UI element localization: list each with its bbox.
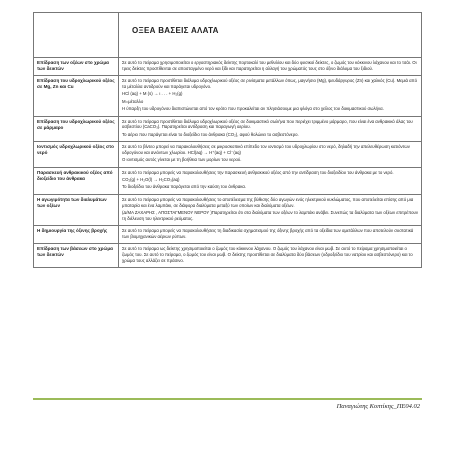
experiments-table-body — [34, 13, 422, 268]
experiment-description — [119, 226, 422, 244]
experiment-label: Η δημιουργία της όξινης βροχής — [34, 226, 119, 244]
table-row — [34, 226, 422, 244]
title-row — [34, 13, 422, 58]
experiment-description — [119, 194, 422, 225]
description-line: HCl (aq) + M (s) → ι . . . + H₂(g) — [122, 91, 183, 97]
description-line: Το αέριο που παράγεται είναι το διοξείδιο του άνθρακα (CO₂), αφού θολώνει το ασβεστόνερο. — [122, 131, 299, 137]
experiments-table — [33, 12, 422, 268]
description-line: (Δ/ΜΑ ΖΑΧΑΡΗΣ , ΑΠΟΣΤΑΓΜΕΝΟΥ ΝΕΡΟΥ )Παρατηρείται ότι στα διαλύματα των οξέων το λαμπάκι ανάβει. Συνεπώς τα διαλύματα των οξέων επιτρέπουν τη διέλευση του ηλεκτρικού ρεύματος. — [122, 210, 419, 221]
table-row — [34, 167, 422, 194]
experiment-description — [119, 142, 422, 168]
description-line: Ο ιοντισμός αυτός γίνεται με τη βοήθεια των μορίων του νερού. — [122, 157, 242, 163]
description-line: M=μέταλλο — [122, 98, 144, 104]
description-line: Σε αυτό το βίντεο μπορεί να παρακολουθήσεις σε μικροσκοπικό επίπεδο τον ιοντισμό του υδροχλωρίου στο νερό, δηλαδή την απελευθέρωση κατιόντων υδρογόνου και ανιόντων χλωρίου. HCl(aq) → H⁺(aq) + Cl⁻(aq) — [122, 144, 410, 155]
footer-rule — [33, 398, 422, 400]
experiment-description — [119, 244, 422, 268]
experiment-label: Η αγωγιμότητα των διαλυμάτων των οξέων — [34, 194, 119, 225]
description-line: Σε αυτό το πείραμα προστίθεται διάλυμα υδροχλωρικού οξέος σε δοκιμαστικό σωλήνα που περιέχει τριμμένο μάρμαρο, που είναι ένα ανθρακικό άλας του ασβεστίου (CaCO₃). Παρατηρείται αντίδραση και παραγωγή αερίου. — [122, 118, 413, 130]
table-row — [34, 58, 422, 76]
experiment-label: Παρασκευή ανθρακικού οξέος από διοξείδιο του άνθρακα — [34, 167, 119, 194]
table-row — [34, 116, 422, 142]
experiment-description — [119, 58, 422, 76]
description-line: Σε αυτό το πείραμα χρησιμοποιείται ο εργαστηριακός δείκτης πορτοκαλί του μεθυλίου και δύο φυσικοί δείκτες, ο ζωμός του κόκκινου λάχανου και το τσάι. Οι τρεις δείκτες προστίθενται σε αποσταγμένο νερό και ξίδι και παρατηρείται η αλλαγή του χρώματός τους στο όξινο διάλυμα του ξιδιού. — [122, 60, 417, 71]
author-signature: Παναγιώτης Κοπτίκης_ΠΕ04.02 — [336, 403, 420, 410]
experiment-label: Ιοντισμός υδροχλωρικού οξέος στο νερό — [34, 142, 119, 168]
experiment-label: Επίδραση του υδροχλωρικού οξέος σε μάρμαρο — [34, 116, 119, 142]
description-line: Η ύπαρξη του υδρογόνου διαπιστώνεται από τον κρότο που προκαλείται αν πλησιάσουμε μια φλόγα στο χείλος του δοκιμαστικού σωλήνα. — [122, 106, 384, 112]
table-row — [34, 142, 422, 168]
table-row — [34, 194, 422, 225]
title-row-empty-cell — [34, 13, 119, 58]
table-row — [34, 76, 422, 116]
description-line: Σε αυτό το πείραμα μπορείς να παρακολουθήσεις την παρασκευή ανθρακικού οξέος από την αντίδραση του διοξειδίου του άνθρακα με το νερό. — [122, 169, 394, 175]
description-line: Σε αυτό το πείραμα μπορείς να παρακολουθήσεις τη διαδικασία σχηματισμού της όξινης βροχής από τα οξείδια των αμετάλλων που αποτελούν συστατικά των βιομηχανικών αέριων ρύπων. — [122, 228, 414, 240]
description-line: Σε αυτό το πείραμα προστίθεται διάλυμα υδροχλωρικού οξέος σε ρινίσματα μετάλλων όπως, μαγνήσιο (Mg), ψευδάργυρος (Zn) και χαλκός (Cu). Μεμιά από τα μέταλλα αντιδρούν και παράγεται υδρογόνο. — [122, 78, 418, 89]
description-line: Σε αυτό το πείραμα μπορείς να παρακολουθήσεις το αποτέλεσμα της βύθισης δύο αγωγών ενός ηλεκτρικού κυκλώματος, που αποτελείται επίσης από μια μπαταρία και ένα λαμπάκι, σε διάφορα διαλύματα μεταξύ των οποίων και διαλύματα οξέων. — [122, 196, 414, 208]
experiment-description — [119, 76, 422, 116]
experiment-label: Επίδραση των βάσεων στο χρώμα των δεικτών — [34, 244, 119, 268]
description-line: CO₂(g) + H₂O(l) → H₂CO₃(aq) — [122, 177, 180, 183]
description-line: Σε αυτό το πείραμα ως δείκτης χρησιμοποιείται ο ζωμός του κόκκινου λάχανου. Ο ζωμός του λάχανου είναι μωβ. Σε αυτό το πείραμα χρησιμοποιείται ο ζωμός του. Σε αυτό το πείραμα, ο ζωμός του είναι μωβ. Ο δείκτης προστίθεται σε διαλύματα δύο βάσεων (υδροξείδιο του νατρίου και ασβεστόνερο) και το χρώμα τους αλλάζει σε πράσινο. — [122, 246, 413, 264]
experiment-description — [119, 167, 422, 194]
experiment-label: Επίδραση των οξέων στο χρώμα των δεικτών — [34, 58, 119, 76]
title-cell — [119, 13, 422, 58]
description-line: Το διοξείδιο του άνθρακα παράγεται από την καύση του άνθρακα. — [122, 184, 247, 190]
experiment-description — [119, 116, 422, 142]
document-title: ΟΞΕΑ ΒΑΣΕΙΣ ΑΛΑΤΑ — [132, 26, 219, 35]
table-row — [34, 244, 422, 268]
experiment-label: Επίδραση του υδροχλωρικού οξέος σε Mg, Zn και Cu — [34, 76, 119, 116]
